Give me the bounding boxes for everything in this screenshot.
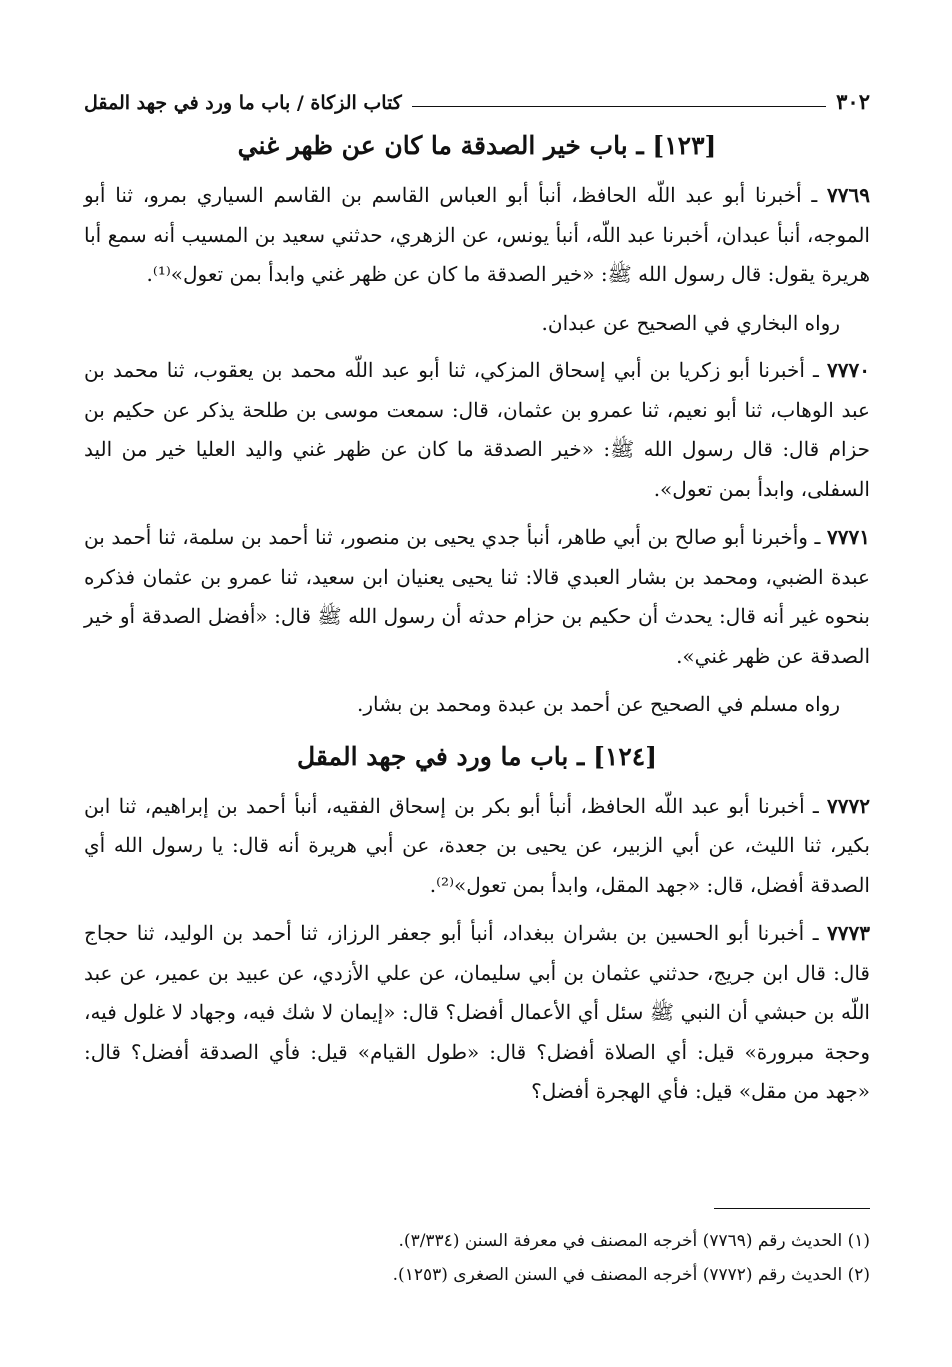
hadith-number: ٧٧٦٩ <box>827 183 870 207</box>
hadith-paragraph <box>84 351 870 509</box>
page-header <box>84 74 870 114</box>
hadith-paragraph <box>84 787 870 906</box>
chapter-title: [١٢٤] ـ باب ما ورد في جهد المقل <box>296 741 658 771</box>
footnote-separator <box>714 1208 870 1209</box>
hadith-text: ـ وأخبرنا أبو صالح بن أبي طاهر، أنبأ جدي يحيى بن منصور، ثنا أحمد بن سلمة، ثنا أحمد بن عبدة الضبي، ومحمد بن بشار العبدي قالا: ثنا يحيى يعنيان ابن سعيد، ثنا عمرو بن عثمان فذكره بنحوه غير أنه قال: يحدث أن حكيم بن حزام حدثه أن رسول الله ﷺ قال: «أفضل الصدقة أو خير الصدقة عن ظهر غني». <box>84 525 870 668</box>
hadith-text: ـ أخبرنا أبو عبد اللّه الحافظ، أنبأ أبو العباس القاسم بن القاسم السياري بمرو، ثنا أبو الموجه، أنبأ عبدان، أخبرنا عبد اللّه، أنبأ يونس، عن الزهري، حدثني سعيد بن المسيب أنه سمع أبا هريرة يقول: قال رسول الله ﷺ: «خير الصدقة ما كان عن ظهر غني وابدأ بمن تعول»⁽¹⁾. <box>84 183 870 286</box>
page-number: ٣٠٢ <box>836 89 870 114</box>
hadith-number: ٧٧٧٢ <box>827 793 870 818</box>
hadith-paragraph <box>84 914 870 1112</box>
narration-note: رواه البخاري في الصحيح عن عبدان. <box>541 310 840 335</box>
footnote: (٢) الحديث رقم (٧٧٧٢) أخرجه المصنف في السنن الصغرى (١٢٥٣). <box>392 1265 870 1285</box>
running-title: كتاب الزكاة / باب ما ورد في جهد المقل <box>84 92 402 114</box>
hadith-number: ٧٧٧٠ <box>827 358 870 382</box>
footnote: (١) الحديث رقم (٧٧٦٩) أخرجه المصنف في معرفة السنن (٣/٣٣٤). <box>398 1231 870 1251</box>
narration-note: رواه مسلم في الصحيح عن أحمد بن عبدة ومحمد بن بشار. <box>356 692 840 716</box>
hadith-number: ٧٧٧١ <box>827 525 870 549</box>
hadith-text: ـ أخبرنا أبو عبد اللّه الحافظ، أنبأ أبو بكر بن إسحاق الفقيه، أنبأ أحمد بن إبراهيم، ثنا ابن بكير، ثنا الليث، عن أبي الزبير، عن يحيى بن جعدة، عن أبي هريرة أنه قال: يا رسول الله أي الصدقة أفضل، قال: «جهد المقل، وابدأ بمن تعول»⁽²⁾. <box>84 793 870 897</box>
header-rule <box>412 105 826 107</box>
hadith-text: ـ أخبرنا أبو الحسين بن بشران ببغداد، أنبأ أبو جعفر الرزاز، ثنا أحمد بن الوليد، ثنا حجاج قال: قال ابن جريج، حدثني عثمان بن أبي سليمان، عن علي الأزدي، عن عبيد بن عمير، عن عبد اللّه بن حبشي أن النبي ﷺ سئل أي الأعمال أفضل؟ قال: «إيمان لا شك فيه، وجهاد لا غلول فيه، وحجة مبرورة» قيل: أي الصلاة أفضل؟ قال: «طول القيام» قيل: فأي الصدقة أفضل؟ قال: «جهد من مقل» قيل: فأي الهجرة أفضل؟ <box>84 921 870 1103</box>
hadith-text: ـ أخبرنا أبو زكريا بن أبي إسحاق المزكي، ثنا أبو عبد اللّه محمد بن يعقوب، ثنا محمد بن عبد الوهاب، ثنا أبو نعيم، ثنا عمرو بن عثمان، قال: سمعت موسى بن طلحة يذكر عن حكيم بن حزام قال: قال رسول الله ﷺ: «خير الصدقة ما كان عن ظهر غني واليد العليا خير من اليد السفلى، وابدأ بمن تعول». <box>84 358 870 501</box>
hadith-paragraph <box>84 518 870 676</box>
footnotes <box>84 1224 870 1292</box>
hadith-paragraph <box>84 176 870 295</box>
book-page <box>84 74 870 1294</box>
hadith-number: ٧٧٧٣ <box>827 921 870 945</box>
chapter-title: [١٢٣] ـ باب خير الصدقة ما كان عن ظهر غني <box>237 131 717 160</box>
